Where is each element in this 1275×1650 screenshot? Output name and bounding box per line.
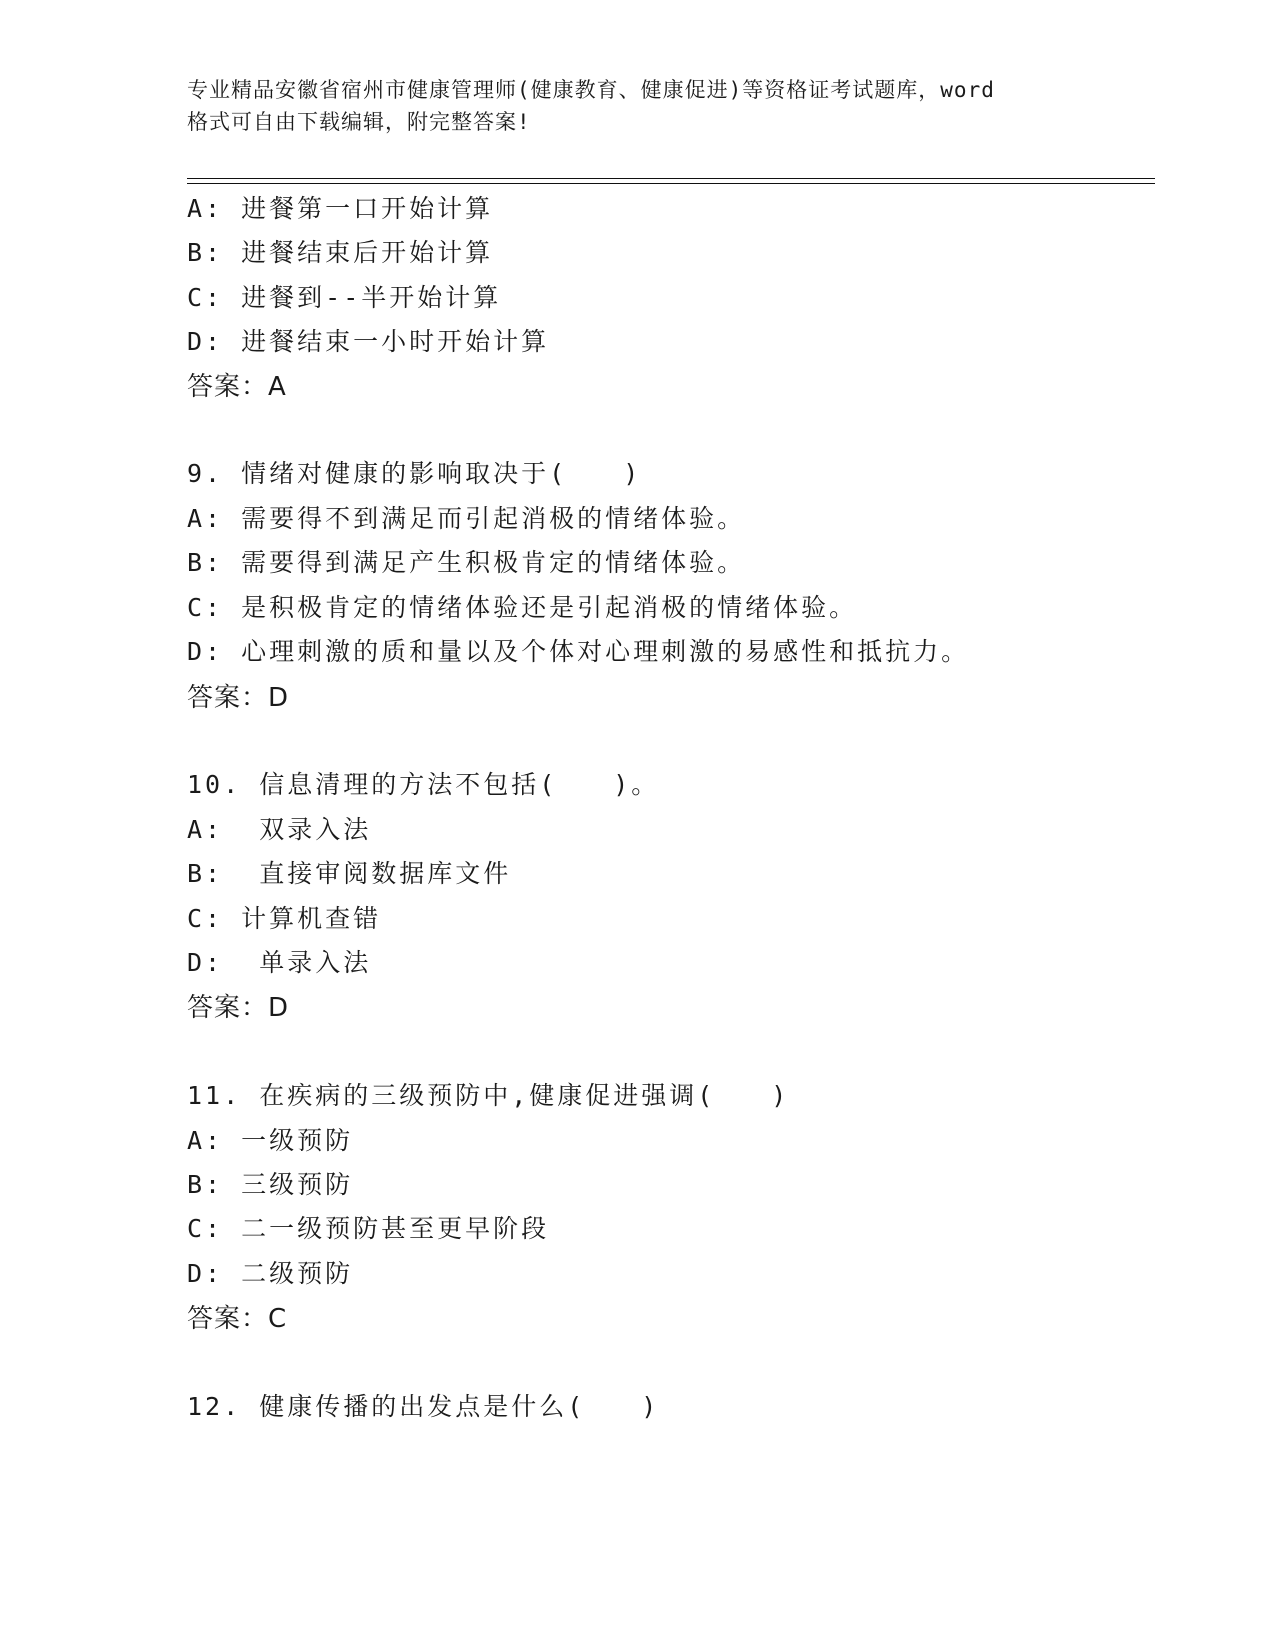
q8-option-d: D: 进餐结束一小时开始计算 [187, 327, 550, 356]
q10-answer: 答案：D [187, 993, 290, 1023]
q8-answer: 答案：A [187, 372, 287, 402]
q10-option-b: B: 直接审阅数据库文件 [187, 859, 512, 888]
q9-answer: 答案：D [187, 683, 290, 713]
q11-answer: 答案：C [187, 1304, 288, 1334]
q8-option-a: A: 进餐第一口开始计算 [187, 194, 494, 223]
header-line-1: 专业精品安徽省宿州市健康管理师(健康教育、健康促进)等资格证考试题库，word [187, 78, 995, 102]
q8-option-b: B: 进餐结束后开始计算 [187, 238, 494, 267]
q9-option-d: D: 心理刺激的质和量以及个体对心理刺激的易感性和抵抗力。 [187, 637, 970, 666]
header-divider-top [187, 178, 1155, 179]
q10-option-d: D: 单录入法 [187, 948, 372, 977]
q10-option-c: C: 计算机查错 [187, 904, 382, 933]
document-header [187, 74, 1087, 138]
q11-option-d: D: 二级预防 [187, 1259, 354, 1288]
q10-option-a: A: 双录入法 [187, 815, 372, 844]
q9-question: 9. 情绪对健康的影响取决于( ) [187, 459, 642, 488]
header-line-2: 格式可自由下载编辑，附完整答案! [187, 110, 531, 134]
q11-option-b: B: 三级预防 [187, 1170, 354, 1199]
q9-option-a: A: 需要得不到满足而引起消极的情绪体验。 [187, 504, 746, 533]
q10-question: 10. 信息清理的方法不包括( )。 [187, 770, 660, 799]
q11-question: 11. 在疾病的三级预防中,健康促进强调( ) [187, 1081, 790, 1110]
q11-option-c: C: 二一级预防甚至更早阶段 [187, 1214, 550, 1243]
header-divider-bottom [187, 183, 1155, 184]
q9-option-b: B: 需要得到满足产生积极肯定的情绪体验。 [187, 548, 746, 577]
q11-option-a: A: 一级预防 [187, 1126, 354, 1155]
q12-question: 12. 健康传播的出发点是什么( ) [187, 1392, 660, 1421]
q8-option-c: C: 进餐到--半开始计算 [187, 283, 502, 312]
q9-option-c: C: 是积极肯定的情绪体验还是引起消极的情绪体验。 [187, 593, 858, 622]
